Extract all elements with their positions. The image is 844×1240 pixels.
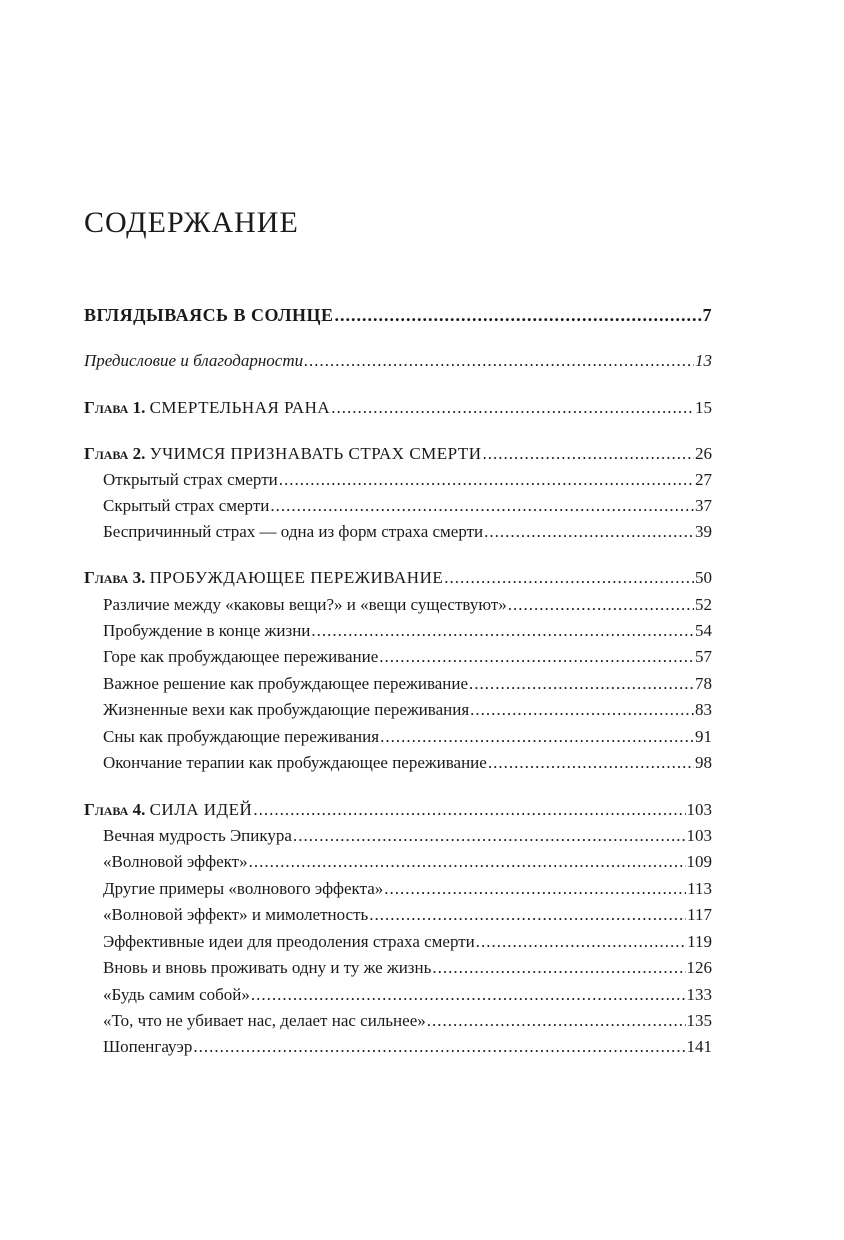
toc-section-entry[interactable]	[103, 619, 712, 643]
toc-section-entry[interactable]	[103, 725, 712, 749]
page-title: СОДЕРЖАНИЕ	[84, 206, 299, 239]
toc-chapter-4[interactable]	[84, 798, 712, 822]
toc-entry-label: Жизненные вехи как пробуждающие переживания	[103, 700, 470, 719]
dot-leader	[483, 442, 695, 466]
toc-page-number: 50	[695, 568, 712, 587]
toc-page-number: 109	[686, 852, 712, 871]
toc-section-entry[interactable]	[103, 956, 712, 980]
dot-leader	[369, 903, 686, 927]
toc-page-number: 27	[695, 470, 712, 489]
toc-entry-label: Открытый страх смерти	[103, 470, 278, 489]
toc-page-number: 37	[695, 496, 712, 515]
toc-entry-label: Горе как пробуждающее переживание	[103, 647, 379, 666]
toc-entry-label: Скрытый страх смерти	[103, 496, 270, 515]
toc-entry-label: Окончание терапии как пробуждающее переживание	[103, 753, 487, 772]
toc-page-number: 78	[695, 674, 712, 693]
chapter-title: СМЕРТЕЛЬНАЯ РАНА	[149, 398, 331, 417]
chapter-number: Глава 4.	[84, 800, 146, 819]
toc-section-entry[interactable]	[103, 645, 712, 669]
dot-leader	[469, 672, 694, 696]
dot-leader	[470, 698, 694, 722]
toc-section-entry[interactable]	[103, 850, 712, 874]
toc-section-entry[interactable]	[103, 903, 712, 927]
chapter-number: Глава 3.	[84, 568, 146, 587]
toc-section-entry[interactable]	[103, 520, 712, 544]
dot-leader	[484, 520, 694, 544]
toc-preface-entry[interactable]	[84, 349, 712, 373]
toc-page-number: 13	[695, 351, 712, 370]
toc-chapter-1[interactable]	[84, 396, 712, 420]
dot-leader	[508, 593, 694, 617]
toc-entry-label: Вновь и вновь проживать одну и ту же жизнь	[103, 958, 432, 977]
toc-section-entry[interactable]	[103, 1035, 712, 1059]
toc-section-entry[interactable]	[103, 698, 712, 722]
toc-page-number: 135	[686, 1011, 712, 1030]
toc-page-number: 7	[702, 305, 712, 325]
dot-leader	[380, 725, 694, 749]
toc-page-number: 141	[686, 1037, 712, 1056]
dot-leader	[193, 1035, 685, 1059]
toc-page-number: 26	[695, 444, 712, 463]
toc-page-number: 103	[686, 826, 712, 845]
dot-leader	[476, 930, 686, 954]
dot-leader	[335, 303, 702, 327]
dot-leader	[249, 850, 686, 874]
dot-leader	[379, 645, 694, 669]
toc-section-entry[interactable]	[103, 751, 712, 775]
toc-chapter-3[interactable]	[84, 566, 712, 590]
toc-chapter-heading	[84, 798, 252, 822]
toc-page-number: 103	[686, 800, 712, 819]
dot-leader	[304, 349, 694, 373]
toc-chapter-heading	[84, 396, 330, 420]
toc-section-entry[interactable]	[103, 877, 712, 901]
toc-entry-label: «Волновой эффект» и мимолетность	[103, 905, 369, 924]
toc-page-number: 126	[686, 958, 712, 977]
toc-part-entry[interactable]	[84, 303, 712, 327]
toc-page-number: 119	[687, 932, 712, 951]
toc-page-number: 52	[695, 595, 712, 614]
chapter-title: ПРОБУЖДАЮЩЕЕ ПЕРЕЖИВАНИЕ	[149, 568, 444, 587]
toc-page-number: 54	[695, 621, 712, 640]
toc-entry-label: ВГЛЯДЫВАЯСЬ В СОЛНЦЕ	[84, 305, 334, 325]
toc-entry-label: Беспричинный страх — одна из форм страха смерти	[103, 522, 484, 541]
dot-leader	[331, 396, 694, 420]
toc-page-number: 91	[695, 727, 712, 746]
toc-page-number: 39	[695, 522, 712, 541]
toc-page-number: 113	[687, 879, 712, 898]
toc-page-number: 83	[695, 700, 712, 719]
chapter-number: Глава 2.	[84, 444, 146, 463]
toc-entry-label: «Будь самим собой»	[103, 985, 250, 1004]
toc-chapter-heading	[84, 566, 443, 590]
toc-chapter-2[interactable]	[84, 442, 712, 466]
toc-section-entry[interactable]	[103, 468, 712, 492]
dot-leader	[251, 983, 686, 1007]
toc-entry-label: Предисловие и благодарности	[84, 351, 304, 370]
dot-leader	[293, 824, 686, 848]
dot-leader	[311, 619, 694, 643]
toc-section-entry[interactable]	[103, 983, 712, 1007]
toc-page-number: 117	[687, 905, 712, 924]
dot-leader	[427, 1009, 686, 1033]
chapter-number: Глава 1.	[84, 398, 146, 417]
toc-section-entry[interactable]	[103, 1009, 712, 1033]
toc-section-entry[interactable]	[103, 593, 712, 617]
toc-entry-label: Важное решение как пробуждающее переживание	[103, 674, 469, 693]
toc-section-entry[interactable]	[103, 824, 712, 848]
toc-entry-label: «Волновой эффект»	[103, 852, 248, 871]
toc-entry-label: Эффективные идеи для преодоления страха смерти	[103, 932, 475, 951]
toc-entry-label: Различие между «каковы вещи?» и «вещи существуют»	[103, 595, 507, 614]
toc-chapter-heading	[84, 442, 482, 466]
toc-entry-label: «То, что не убивает нас, делает нас сильнее»	[103, 1011, 426, 1030]
toc-section-entry[interactable]	[103, 930, 712, 954]
dot-leader	[270, 494, 694, 518]
toc-page-number: 98	[695, 753, 712, 772]
toc-section-entry[interactable]	[103, 672, 712, 696]
dot-leader	[384, 877, 686, 901]
toc-page-number: 133	[686, 985, 712, 1004]
dot-leader	[279, 468, 694, 492]
toc-page-number: 15	[695, 398, 712, 417]
toc-entry-label: Шопенгауэр	[103, 1037, 193, 1056]
chapter-title: УЧИМСЯ ПРИЗНАВАТЬ СТРАХ СМЕРТИ	[149, 444, 482, 463]
toc-entry-label: Пробуждение в конце жизни	[103, 621, 311, 640]
toc-entry-label: Сны как пробуждающие переживания	[103, 727, 380, 746]
dot-leader	[253, 798, 685, 822]
dot-leader	[432, 956, 685, 980]
chapter-title: СИЛА ИДЕЙ	[149, 800, 253, 819]
toc-section-entry[interactable]	[103, 494, 712, 518]
toc-page-number: 57	[695, 647, 712, 666]
dot-leader	[444, 566, 694, 590]
toc-entry-label: Другие примеры «волнового эффекта»	[103, 879, 384, 898]
toc-entry-label: Вечная мудрость Эпикура	[103, 826, 292, 845]
dot-leader	[488, 751, 694, 775]
